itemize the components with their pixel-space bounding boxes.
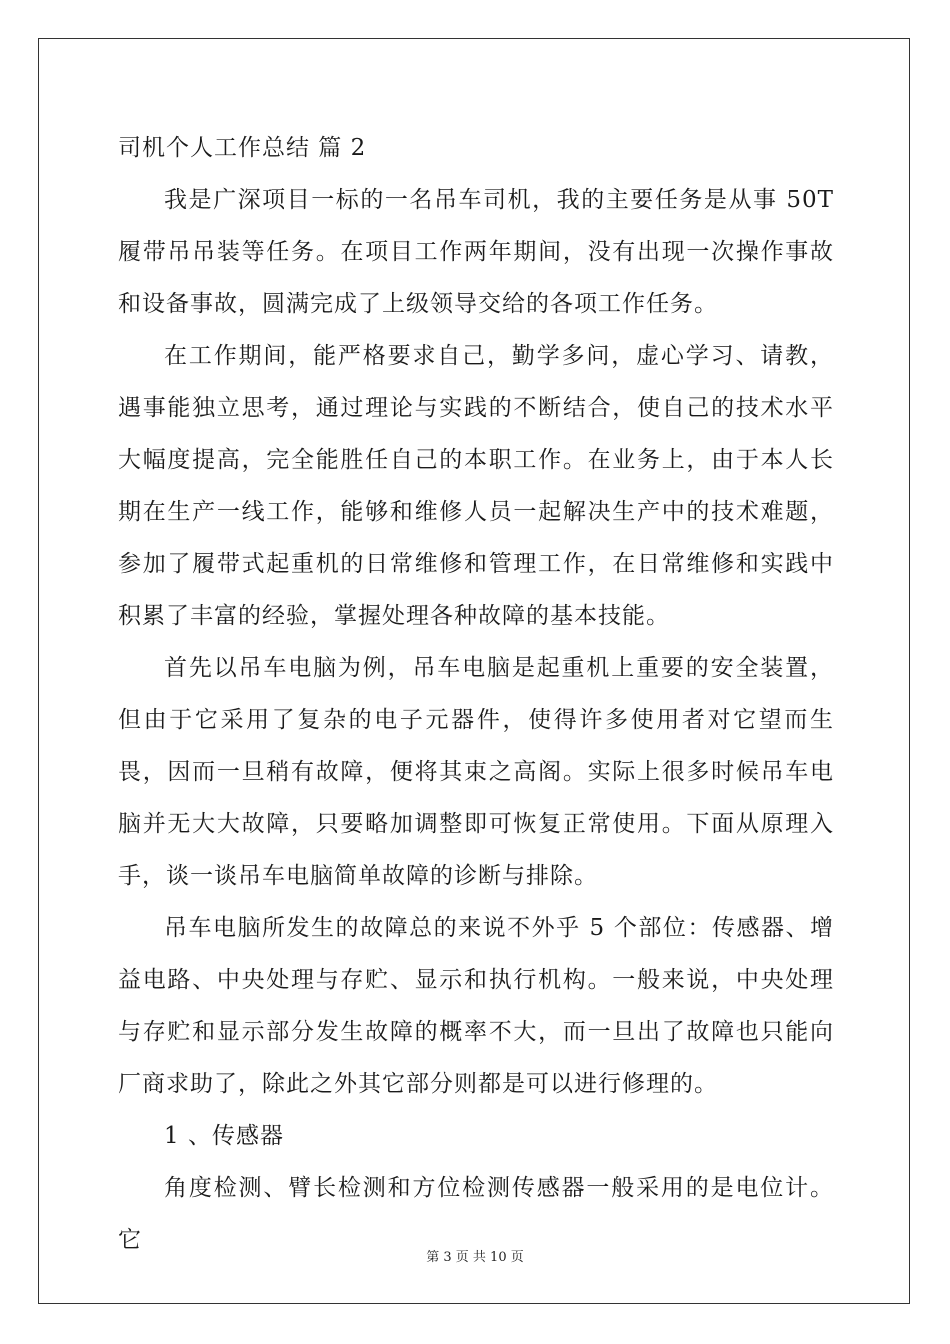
- paragraph-4: 吊车电脑所发生的故障总的来说不外乎 5 个部位：传感器、增益电路、中央处理与存贮、显示和执行机构。一般来说，中央处理与存贮和显示部分发生故障的概率不大，而一旦出了故障也只能向厂商求助了，除此之外其它部分则都是可以进行修理的。: [118, 915, 834, 1097]
- section-heading: 1 、传感器: [164, 1123, 284, 1149]
- document-body: [118, 122, 834, 1266]
- document-title: 司机个人工作总结 篇 2: [118, 135, 367, 161]
- paragraph-3: 首先以吊车电脑为例，吊车电脑是起重机上重要的安全装置，但由于它采用了复杂的电子元器件，使得许多使用者对它望而生畏，因而一旦稍有故障，便将其束之高阁。实际上很多时候吊车电脑并无大大故障，只要略加调整即可恢复正常使用。下面从原理入手，谈一谈吊车电脑简单故障的诊断与排除。: [118, 655, 834, 889]
- paragraph-2: 在工作期间，能严格要求自己，勤学多问，虚心学习、请教，遇事能独立思考，通过理论与实践的不断结合，使自己的技术水平大幅度提高，完全能胜任自己的本职工作。在业务上，由于本人长期在生产一线工作，能够和维修人员一起解决生产中的技术难题，参加了履带式起重机的日常维修和管理工作，在日常维修和实践中积累了丰富的经验，掌握处理各种故障的基本技能。: [118, 343, 834, 629]
- paragraph-1: 我是广深项目一标的一名吊车司机，我的主要任务是从事 50T 履带吊吊装等任务。在项目工作两年期间，没有出现一次操作事故和设备事故，圆满完成了上级领导交给的各项工作任务。: [118, 187, 834, 317]
- paragraph-5: 角度检测、臂长检测和方位检测传感器一般采用的是电位计。它: [118, 1175, 834, 1253]
- page-footer: 第 3 页 共 10 页: [426, 1250, 524, 1265]
